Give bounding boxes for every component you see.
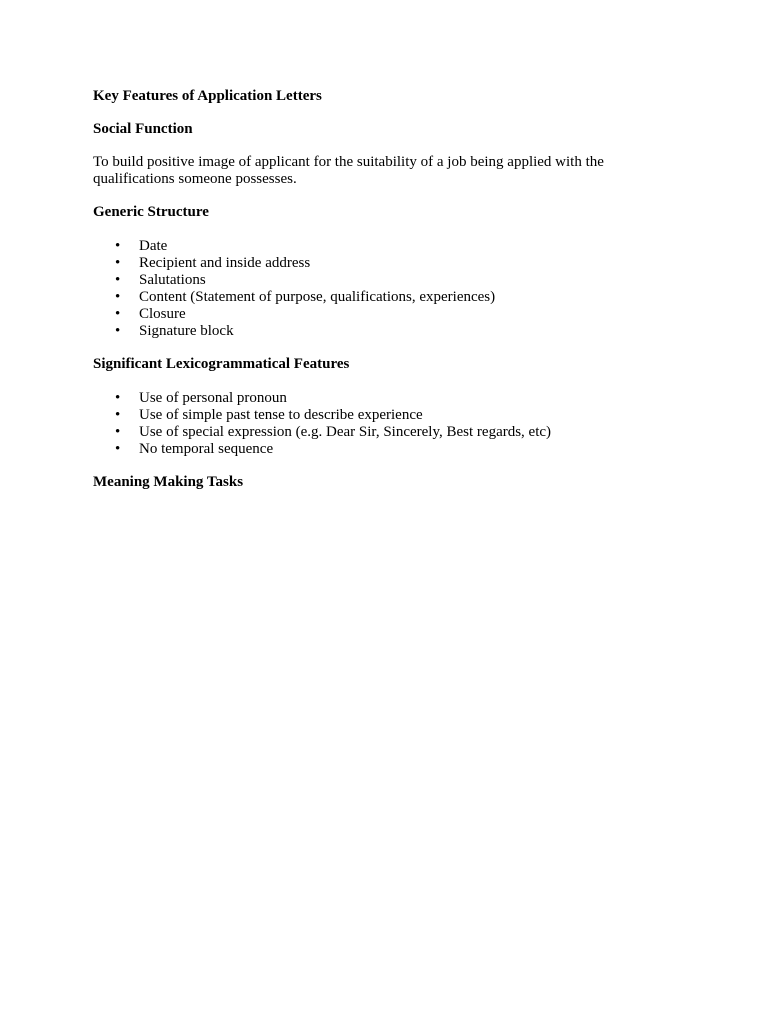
social-function-heading: Social Function (93, 121, 193, 137)
list-item (93, 306, 653, 323)
list-item-text: Closure (139, 306, 186, 322)
generic-structure-heading: Generic Structure (93, 204, 209, 220)
list-item-text: Content (Statement of purpose, qualifications, experiences) (139, 289, 496, 305)
list-item (93, 407, 653, 424)
list-item (93, 272, 653, 289)
list-item-text: Salutations (139, 272, 206, 288)
bullet-icon: • (115, 238, 121, 254)
list-item-text: Signature block (139, 323, 234, 339)
list-item-text: Use of simple past tense to describe experience (139, 407, 423, 423)
list-item (93, 424, 653, 441)
bullet-icon: • (115, 255, 121, 271)
generic-structure-list (93, 238, 653, 340)
list-item-text: Recipient and inside address (139, 255, 311, 271)
bullet-icon: • (115, 306, 121, 322)
bullet-icon: • (115, 441, 121, 457)
list-item (93, 289, 653, 306)
bullet-icon: • (115, 424, 121, 440)
bullet-icon: • (115, 272, 121, 288)
list-item-text: Use of personal pronoun (139, 390, 287, 406)
document-content (93, 88, 653, 491)
bullet-icon: • (115, 407, 121, 423)
lexicogrammatical-heading: Significant Lexicogrammatical Features (93, 356, 350, 372)
list-item (93, 390, 653, 407)
social-function-paragraph (93, 154, 653, 188)
social-function-line-2: qualifications someone possesses. (93, 171, 297, 187)
list-item-text: Use of special expression (e.g. Dear Sir, Sincerely, Best regards, etc) (139, 424, 552, 440)
bullet-icon: • (115, 323, 121, 339)
list-item-text: Date (139, 238, 168, 254)
bullet-icon: • (115, 390, 121, 406)
lexicogrammatical-list (93, 390, 653, 458)
meaning-making-heading: Meaning Making Tasks (93, 474, 244, 490)
social-function-line-1: To build positive image of applicant for the suitability of a job being applied with the (93, 154, 604, 170)
list-item (93, 323, 653, 340)
list-item (93, 238, 653, 255)
bullet-icon: • (115, 289, 121, 305)
list-item (93, 441, 653, 458)
document-title: Key Features of Application Letters (93, 88, 322, 104)
list-item-text: No temporal sequence (139, 441, 274, 457)
list-item (93, 255, 653, 272)
